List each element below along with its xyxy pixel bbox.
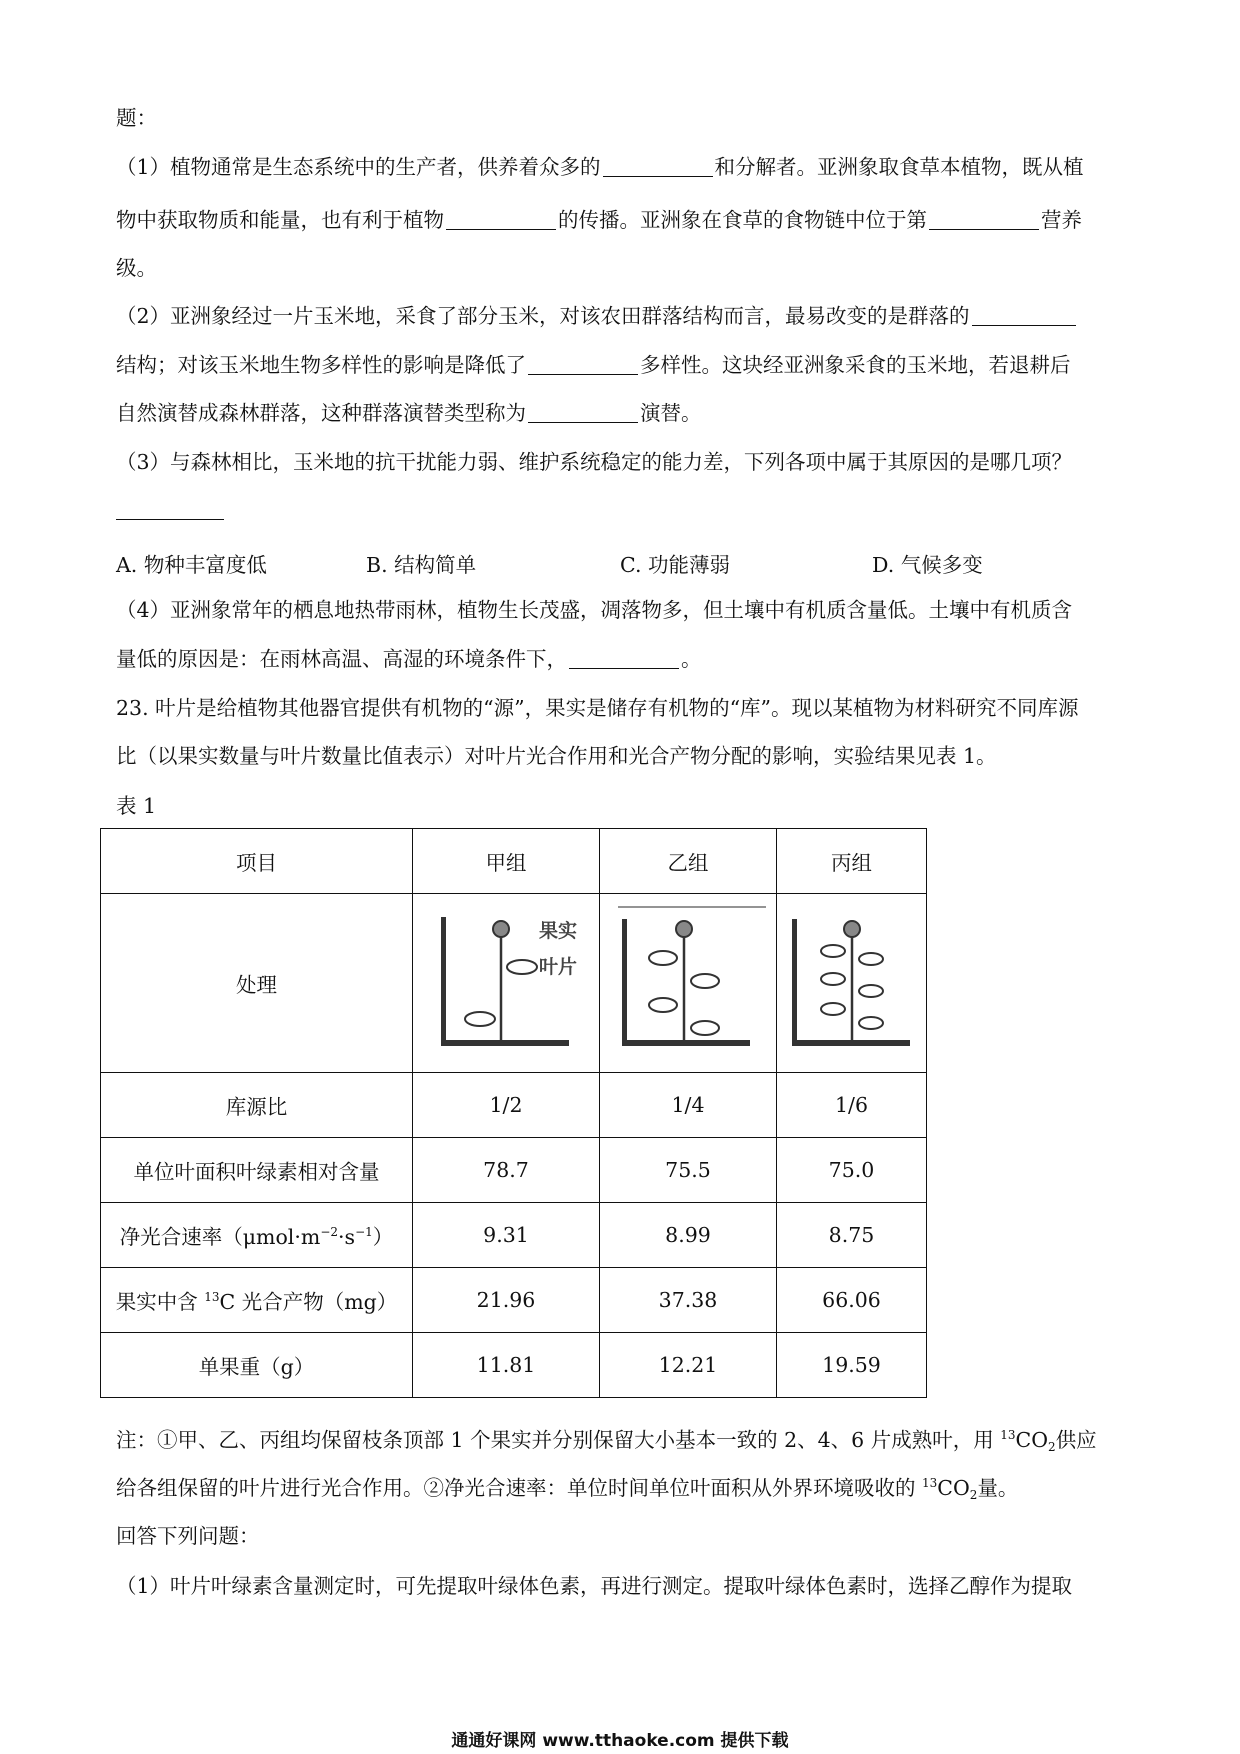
table-cell: 12.21	[600, 1333, 777, 1398]
text: 结构；对该玉米地生物多样性的影响是降低了	[116, 353, 526, 377]
text: CO	[1015, 1428, 1049, 1452]
option-a[interactable]: A. 物种丰富度低	[116, 553, 267, 577]
leaf-label: 叶片	[539, 955, 578, 978]
q22-part1-line3: 级。	[116, 256, 157, 280]
table-cell: 1/4	[600, 1073, 777, 1138]
table-cell: 9.31	[413, 1203, 600, 1268]
table-cell: 1/6	[777, 1073, 927, 1138]
answer-blank[interactable]	[972, 305, 1076, 326]
q23-line2: 比（以果实数量与叶片数量比值表示）对叶片光合作用和光合产物分配的影响，实验结果见表 1。	[116, 744, 997, 768]
row-label	[101, 1268, 413, 1333]
row-label: 处理	[101, 894, 413, 1073]
superscript: −2	[320, 1225, 339, 1239]
table-cell: 19.59	[777, 1333, 927, 1398]
text: 和分解者。亚洲象取食草本植物，既从植	[714, 155, 1084, 179]
text: 净光合速率（μmol·m	[119, 1225, 321, 1249]
superscript: 13	[1000, 1428, 1016, 1442]
q22-options	[116, 548, 1116, 578]
subscript: 2	[1048, 1440, 1056, 1454]
table-header-row	[101, 829, 927, 894]
table-row-treatment	[101, 894, 927, 1073]
fruit-label: 果实	[539, 919, 578, 942]
row-label: 单果重（g）	[101, 1333, 413, 1398]
answer-blank[interactable]	[528, 402, 638, 423]
option-d[interactable]: D. 气候多变	[872, 553, 983, 577]
table-cell: 21.96	[413, 1268, 600, 1333]
text: 量低的原因是：在雨林高温、高湿的环境条件下，	[116, 647, 567, 671]
results-table	[100, 828, 927, 1398]
answer-blank[interactable]	[528, 354, 638, 375]
table-row	[101, 1268, 927, 1333]
text: 物中获取物质和能量，也有利于植物	[116, 208, 444, 232]
text: 果实中含	[115, 1290, 205, 1314]
q22-part3-line1: （3）与森林相比，玉米地的抗干扰能力弱、维护系统稳定的能力差，下列各项中属于其原因的是哪几项？	[116, 450, 1073, 474]
table-cell: 66.06	[777, 1268, 927, 1333]
table-cell: 1/2	[413, 1073, 600, 1138]
q22-part2-line1	[116, 302, 1134, 330]
page-footer: 通通好课网 www.tthaoke.com 提供下载	[451, 1731, 789, 1751]
text: ）	[372, 1225, 394, 1249]
q22-part1-line2	[116, 206, 1134, 234]
table-cell: 78.7	[413, 1138, 600, 1203]
treatment-figure-bing	[777, 894, 927, 1073]
table-row	[101, 1138, 927, 1203]
table-row	[101, 1203, 927, 1268]
text: 演替。	[640, 401, 702, 425]
q22-part2-line3	[116, 399, 1134, 427]
table-note-line2	[116, 1474, 1134, 1502]
answer-blank[interactable]	[603, 156, 713, 177]
q22-part1-line1	[116, 153, 1134, 181]
row-label: 库源比	[101, 1073, 413, 1138]
text: ·s	[338, 1225, 356, 1249]
text: （1）植物通常是生态系统中的生产者，供养着众多的	[116, 155, 601, 179]
text: 多样性。这块经亚洲象采食的玉米地，若退耕后	[640, 353, 1071, 377]
table-caption: 表 1	[116, 794, 157, 818]
plant-diagram-2-leaves	[421, 901, 591, 1061]
text: 注：①甲、乙、丙组均保留枝条顶部 1 个果实并分别保留大小基本一致的 2、4、6 片成熟叶，用	[116, 1428, 1001, 1452]
header-cell: 甲组	[413, 829, 600, 894]
table-row	[101, 1073, 927, 1138]
table-row	[101, 1333, 927, 1398]
treatment-figure-jia	[413, 894, 600, 1073]
header-cell: 项目	[101, 829, 413, 894]
q23-sub1: （1）叶片叶绿素含量测定时，可先提取叶绿体色素，再进行测定。提取叶绿体色素时，选择乙醇作为提取	[116, 1574, 1073, 1598]
answer-blank[interactable]	[446, 209, 556, 230]
subscript: 2	[969, 1488, 978, 1502]
q22-part2-line2	[116, 351, 1134, 379]
treatment-figure-yi	[600, 894, 777, 1073]
answer-blank[interactable]	[116, 519, 224, 520]
table-note-line1	[116, 1426, 1134, 1454]
text: 自然演替成森林群落，这种群落演替类型称为	[116, 401, 526, 425]
superscript: 13	[204, 1290, 220, 1304]
text: 。	[681, 647, 702, 671]
text: （2）亚洲象经过一片玉米地，采食了部分玉米，对该农田群落结构而言，最易改变的是群落的	[116, 304, 970, 328]
table-cell: 37.38	[600, 1268, 777, 1333]
header-cell: 丙组	[777, 829, 927, 894]
answer-prompt: 回答下列问题：	[116, 1524, 260, 1548]
option-c[interactable]: C. 功能薄弱	[620, 553, 730, 577]
option-b[interactable]: B. 结构简单	[366, 553, 477, 577]
text: 营养	[1041, 208, 1082, 232]
answer-blank[interactable]	[929, 209, 1039, 230]
text: 给各组保留的叶片进行光合作用。②净光合速率：单位时间单位叶面积从外界环境吸收的	[116, 1476, 923, 1500]
table-cell: 8.75	[777, 1203, 927, 1268]
q22-part4-line2	[116, 645, 1134, 673]
q22-intro-tail: 题：	[116, 106, 157, 130]
table-cell: 75.0	[777, 1138, 927, 1203]
text: 的传播。亚洲象在食草的食物链中位于第	[558, 208, 927, 232]
q23-line1: 23. 叶片是给植物其他器官提供有机物的“源”，果实是储存有机物的“库”。现以某植物为材料研究不同库源	[116, 696, 1079, 720]
plant-diagram-6-leaves	[782, 901, 922, 1061]
row-label: 单位叶面积叶绿素相对含量	[101, 1138, 413, 1203]
row-label	[101, 1203, 413, 1268]
header-cell: 乙组	[600, 829, 777, 894]
text: 供应	[1055, 1428, 1097, 1452]
superscript: −1	[355, 1225, 373, 1239]
answer-blank[interactable]	[569, 648, 679, 669]
text: 量。	[977, 1476, 1019, 1500]
superscript: 13	[922, 1476, 938, 1490]
text: CO	[937, 1476, 970, 1500]
q22-part4-line1: （4）亚洲象常年的栖息地热带雨林，植物生长茂盛，凋落物多，但土壤中有机质含量低。土壤中有机质含	[116, 598, 1073, 622]
text: C 光合产物（mg）	[219, 1290, 398, 1314]
plant-diagram-4-leaves	[606, 901, 771, 1061]
table-cell: 8.99	[600, 1203, 777, 1268]
table-cell: 11.81	[413, 1333, 600, 1398]
table-cell: 75.5	[600, 1138, 777, 1203]
